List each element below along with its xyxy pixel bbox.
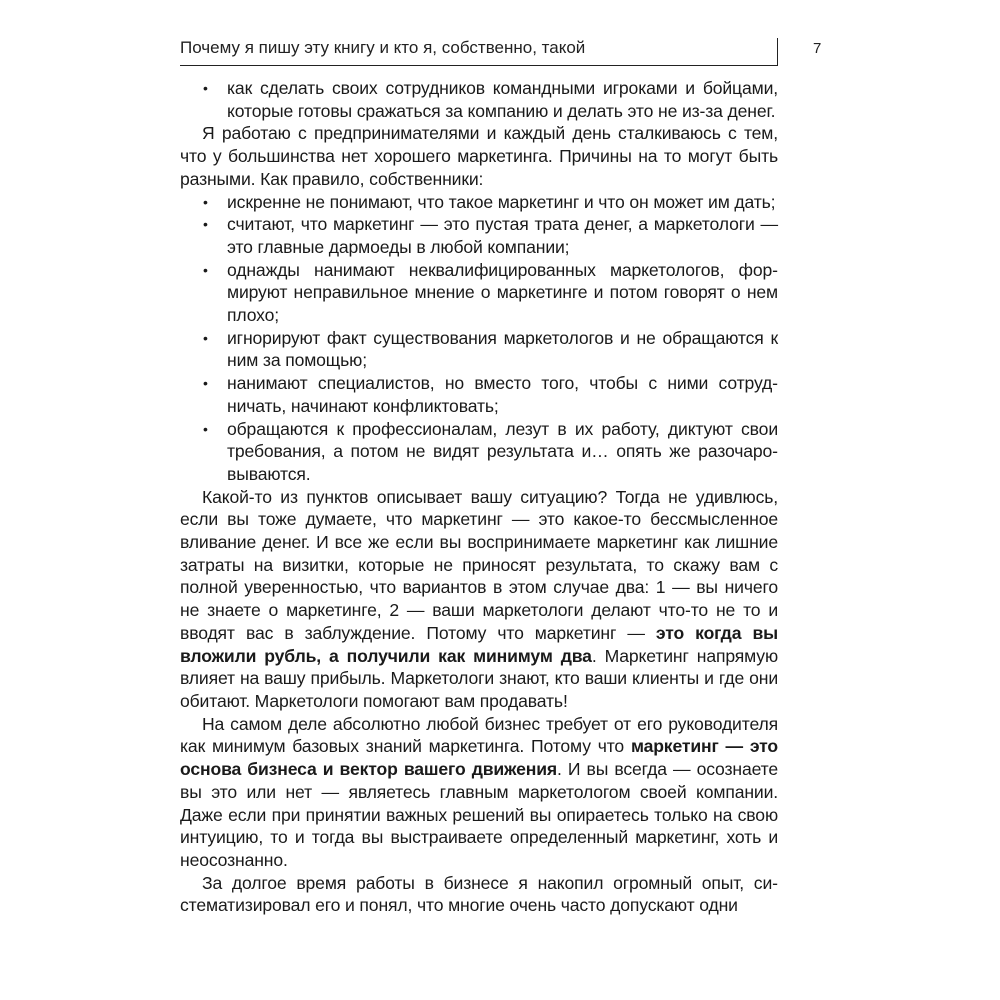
running-header-title: Почему я пишу эту книгу и кто я, собственно, такой xyxy=(180,38,586,57)
running-header xyxy=(180,38,778,66)
paragraph-1: Я работаю с предпринимателями и каждый день сталкиваюсь с тем, что у большинства нет хорошего маркетинга. Причины на то могут быть разными. Как правило, собственники: xyxy=(180,123,778,189)
paragraph-3-text-after: . И вы всегда — осознаете вы это или нет — являетесь главным маркетологом своей компании. Даже если при принятии важных решений вы опираетесь только на свою интуицию, то и тогда вы выстраиваете определенный маркетинг, хоть и неосознанно. xyxy=(180,759,778,870)
bullet-icon: • xyxy=(203,420,208,437)
page-number: 7 xyxy=(813,40,822,57)
bullet-icon: • xyxy=(203,329,208,346)
paragraph-2-bold: это когда вы вложили рубль, а получили как минимум два xyxy=(180,622,778,666)
list-item xyxy=(180,327,778,372)
paragraph-2 xyxy=(180,486,778,713)
paragraph-3 xyxy=(180,713,778,872)
list-item xyxy=(180,372,778,417)
bullet-icon: • xyxy=(203,261,208,278)
list-item xyxy=(180,191,778,214)
paragraph-3-text-before: На самом деле абсолютно любой бизнес требует от его руководителя как минимум базовых знаний маркетинга. Потому что xyxy=(180,713,778,757)
paragraph-3-bold: маркетинг — это основа бизнеса и вектор вашего движения xyxy=(180,736,778,780)
list-item-text: искренне не понимают, что такое маркетинг и что он может им дать; xyxy=(227,191,776,212)
list-item-text: считают, что маркетинг — это пустая трата денег, а маркетологи — это главные дармоеды в любой компании; xyxy=(227,214,778,257)
bullet-icon: • xyxy=(203,193,208,210)
list-top xyxy=(180,77,778,122)
list-item-text: обращаются к профессионалам, лезут в их работу, диктуют свои требования, а потом не видят результата и… опять же разочаровываются. xyxy=(227,418,778,484)
list-item-text: игнорируют факт существования маркетологов и не обращаются к ним за помощью; xyxy=(227,327,778,371)
bullet-icon: • xyxy=(203,375,208,392)
paragraph-2-text-before: Какой-то из пунктов описывает вашу ситуацию? Тогда не удивлюсь, если вы тоже думаете, что маркетинг — это какое-то бессмысленное вливание денег. И все же если вы воспринимаете маркетинг как лишние затраты на визитки, которые не приносят результата, то скажу вам с полной уверенностью, что вариантов в этом случае два: 1 — вы ничего не знаете о маркетинге, 2 — ваши маркетологи делают что-то не то и вводят вас в заблуждение. Потому что маркетинг — xyxy=(180,486,778,643)
bullet-icon: • xyxy=(203,80,208,96)
list-item-text: как сделать своих сотрудников командными игроками и бойцами, которые готовы сражаться за компанию и делать это не из-за денег. xyxy=(227,78,778,121)
list-item xyxy=(180,418,778,486)
list-item-text: нанимают специалистов, но вместо того, чтобы с ними сотрудничать, начинают конфликтовать; xyxy=(227,373,778,416)
list-item xyxy=(180,259,778,327)
paragraph-2-text-after: . Маркетинг напрямую влияет на вашу прибыль. Маркетологи знают, кто ваши клиенты и где они обитают. Маркетологи помогают вам продавать! xyxy=(180,645,778,711)
bullet-icon: • xyxy=(203,216,208,233)
paragraph-4: За долгое время работы в бизнесе я накопил огромный опыт, систематизировал его и понял, что многие очень часто допускают одни xyxy=(180,872,778,916)
list-item-text: однажды нанимают неквалифицированных маркетологов, формируют неправильное мнение о маркетинге и потом говорят о нем плохо; xyxy=(227,259,778,326)
page-body xyxy=(180,77,778,917)
list-item xyxy=(180,77,778,122)
list-reasons xyxy=(180,191,778,486)
list-item xyxy=(180,213,778,258)
